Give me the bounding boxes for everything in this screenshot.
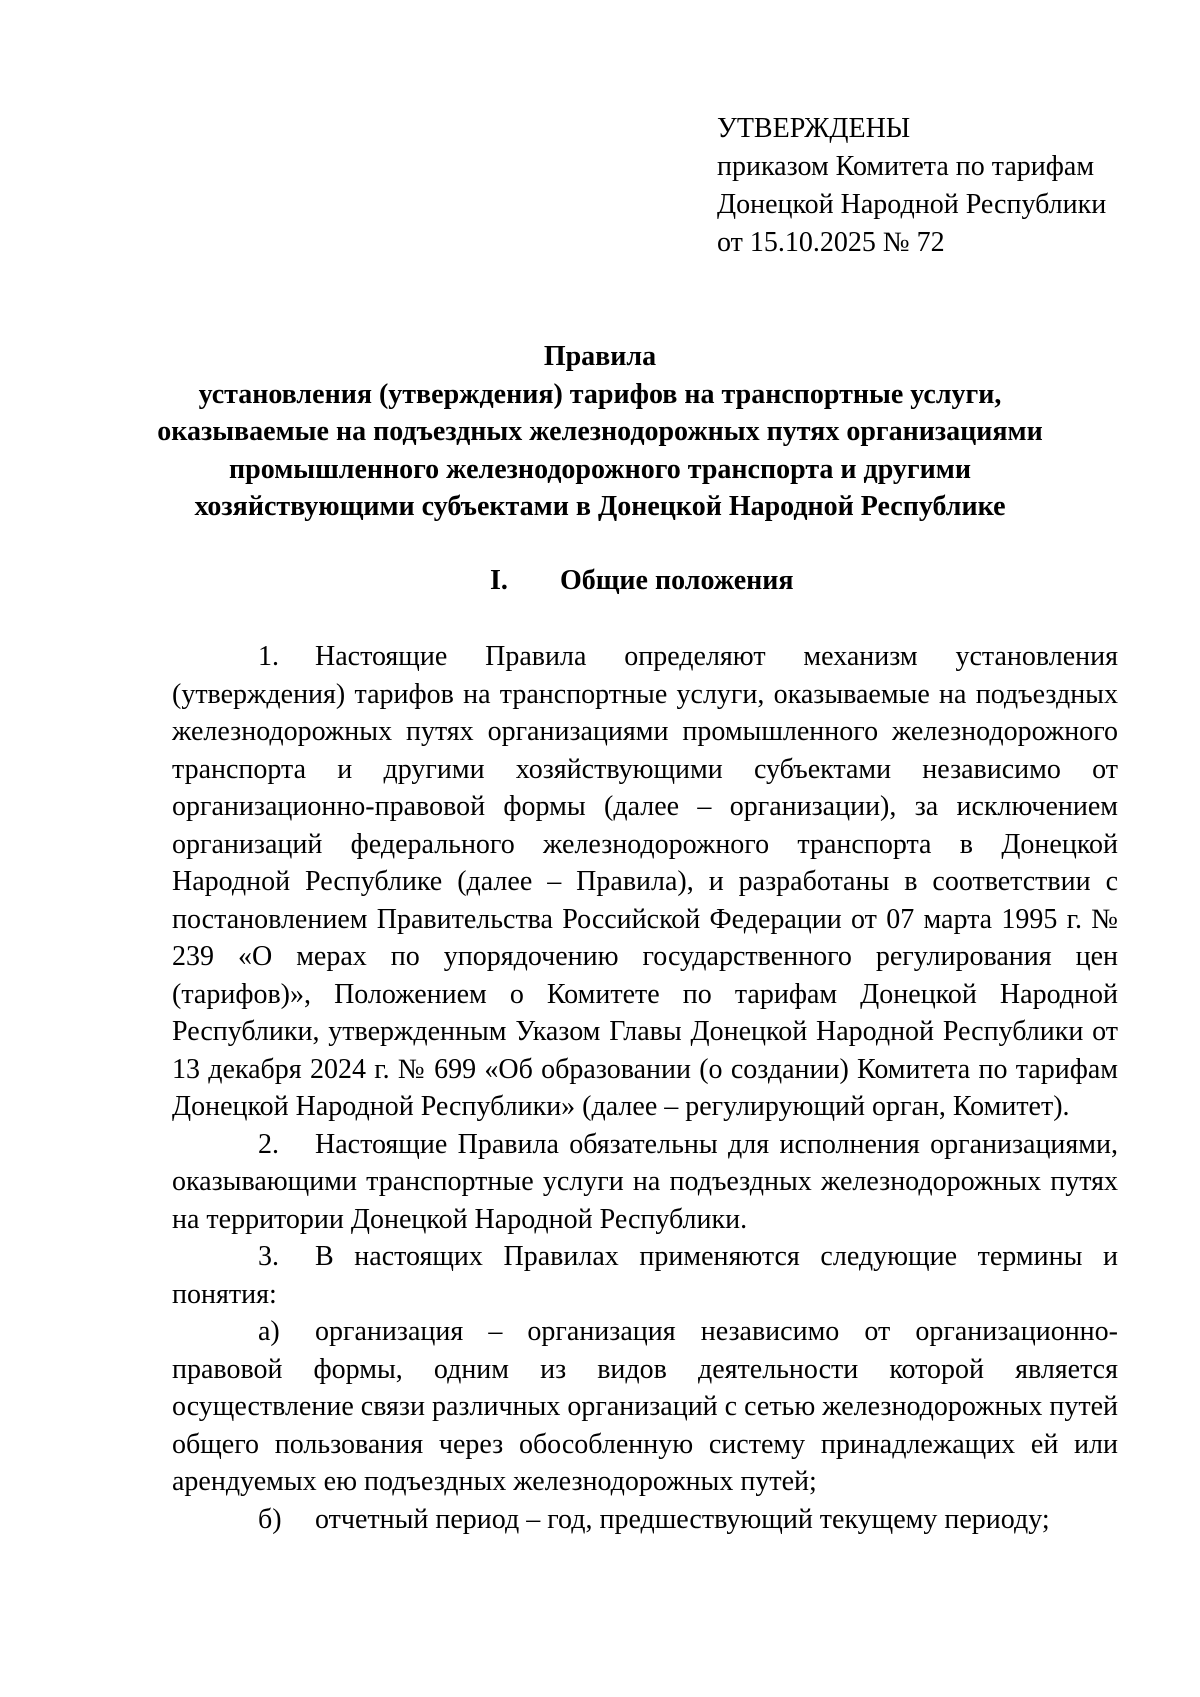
paragraph-number: 2. <box>258 1128 279 1160</box>
paragraph-1 <box>172 638 1118 1126</box>
title-line-5: хозяйствующими субъектами в Донецкой Народной Республике <box>194 491 1006 522</box>
approval-authority-line: Донецкой Народной Республики <box>717 189 1107 220</box>
section-title: Общие положения <box>560 565 794 596</box>
paragraph-3 <box>172 1238 1118 1313</box>
paragraph-number: 3. <box>258 1241 279 1272</box>
paragraph-number: 1. <box>258 641 279 672</box>
approval-date-line: от 15.10.2025 № 72 <box>717 227 945 258</box>
paragraph-text: Настоящие Правила определяют механизм установления (утверждения) тарифов на транспортные услуги, оказываемые на подъездных железнодорожных путях организациями промышленного железнодорожного транспорта и другими хозяйствующими субъектами независимо от организационно-правовой формы (далее – организации), за исключением организаций федерального железнодорожного транспорта в Донецкой Народной Республике (далее – Правила), и разработаны в соответствии с постановлением Правительства Российской Федерации от 07 марта 1995 г. № 239 «О мерах по упорядочению государственного регулирования цен (тарифов)», Положением о Комитете по тарифам Донецкой Народной Республики, утвержденным Указом Главы Донецкой Народной Республики от 13 декабря 2024 г. № 699 «Об образовании (о создании) Комитета по тарифам Донецкой Народной Республики» (далее – регулирующий орган, Комитет). <box>172 641 1118 1122</box>
approval-heading: УТВЕРЖДЕНЫ <box>717 113 911 144</box>
title-line-1: Правила <box>543 341 657 372</box>
list-item-b <box>172 1501 1118 1539</box>
list-item-a <box>172 1313 1118 1501</box>
approval-stamp-block <box>717 110 1157 262</box>
list-item-text: отчетный период – год, предшествующий текущему периоду; <box>315 1503 1050 1535</box>
title-line-3: оказываемые на подъездных железнодорожных путях организациями <box>157 416 1043 447</box>
paragraph-2 <box>172 1126 1118 1239</box>
approval-order-line: приказом Комитета по тарифам <box>717 151 1095 182</box>
list-item-letter: б) <box>258 1503 282 1535</box>
list-item-text: организация – организация независимо от организационно-правовой формы, одним из видов деятельности которой является осуществление связи различных организаций с сетью железнодорожных путей общего пользования через обособленную систему принадлежащих ей или арендуемых ею подъездных железнодорожных путей; <box>172 1316 1118 1497</box>
document-body <box>172 638 1118 1538</box>
document-title <box>150 338 1050 526</box>
title-line-2: установления (утверждения) тарифов на транспортные услуги, <box>198 378 1002 410</box>
paragraph-text: В настоящих Правилах применяются следующие термины и понятия: <box>172 1241 1118 1310</box>
title-line-4: промышленного железнодорожного транспорта и другими <box>229 453 971 485</box>
paragraph-text: Настоящие Правила обязательны для исполнения организациями, оказывающими транспортные услуги на подъездных железнодорожных путях на территории Донецкой Народной Республики. <box>172 1128 1118 1235</box>
section-number: I. <box>490 565 508 596</box>
list-item-letter: а) <box>258 1316 280 1347</box>
